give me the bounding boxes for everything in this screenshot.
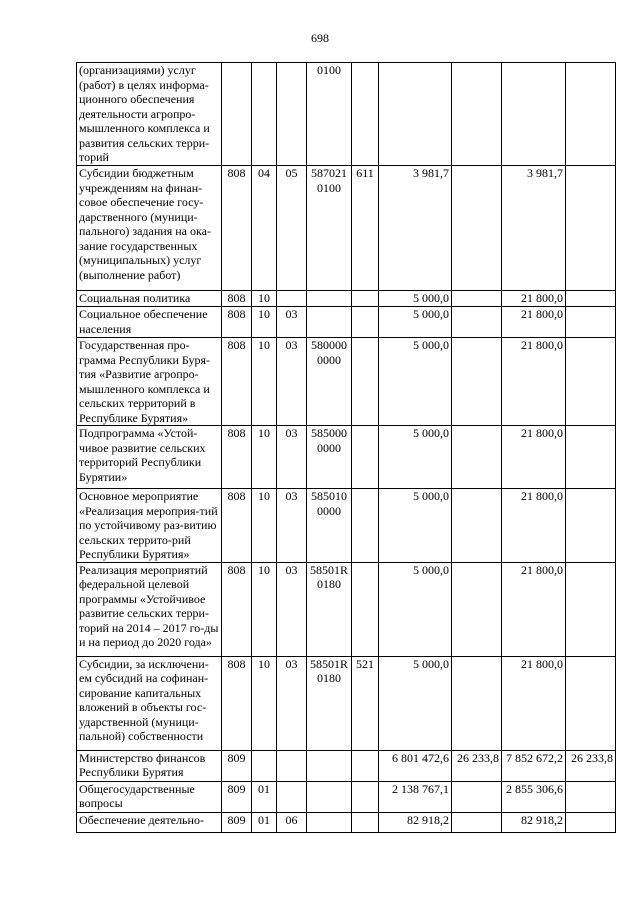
target-article-cell xyxy=(307,781,352,812)
amount-2-subvention-cell xyxy=(566,781,616,812)
amount-2-cell: 21 800,0 xyxy=(502,426,566,489)
table-row xyxy=(77,750,616,781)
amount-1-cell: 5 000,0 xyxy=(379,291,452,307)
table-row xyxy=(77,781,616,812)
target-article-cell: 585010 0000 xyxy=(307,489,352,563)
table-row xyxy=(77,426,616,489)
target-article-cell xyxy=(307,750,352,781)
target-article-cell xyxy=(307,812,352,832)
row-name-cell: Субсидии бюджетным учреждениям на финан-совое обеспечение госу-дарственного (муници-пального) задания на ока-зание государственных (муниципальных) услуг (выполнение работ) xyxy=(77,166,222,291)
amount-1-cell: 6 801 472,6 xyxy=(379,750,452,781)
amount-1-cell: 5 000,0 xyxy=(379,656,452,750)
expense-type-cell: 521 xyxy=(352,656,379,750)
amount-2-cell: 21 800,0 xyxy=(502,489,566,563)
subsection-code-cell: 03 xyxy=(277,426,307,489)
amount-2-cell: 21 800,0 xyxy=(502,562,566,656)
subsection-code-cell: 03 xyxy=(277,307,307,338)
amount-2-cell: 7 852 672,2 xyxy=(502,750,566,781)
department-code-cell: 809 xyxy=(222,750,252,781)
target-article-cell: 580000 0000 xyxy=(307,338,352,426)
amount-2-subvention-cell xyxy=(566,63,616,166)
row-name-cell: Общегосударственные вопросы xyxy=(77,781,222,812)
row-name-cell: Государственная про-грамма Республики Буря-тия «Развитие агропро-мышленного комплекса и сельских территорий в Республике Бурятия» xyxy=(77,338,222,426)
expense-type-cell xyxy=(352,426,379,489)
amount-2-subvention-cell xyxy=(566,166,616,291)
section-code-cell: 10 xyxy=(252,291,277,307)
section-code-cell: 04 xyxy=(252,166,277,291)
row-name-cell: Социальная политика xyxy=(77,291,222,307)
expense-type-cell xyxy=(352,63,379,166)
subsection-code-cell: 03 xyxy=(277,656,307,750)
budget-table xyxy=(76,62,616,833)
section-code-cell: 10 xyxy=(252,656,277,750)
target-article-cell: 587021 0100 xyxy=(307,166,352,291)
section-code-cell xyxy=(252,63,277,166)
amount-1-subvention-cell xyxy=(452,812,502,832)
amount-1-subvention-cell xyxy=(452,291,502,307)
amount-1-subvention-cell xyxy=(452,489,502,563)
department-code-cell: 809 xyxy=(222,781,252,812)
target-article-cell xyxy=(307,307,352,338)
amount-2-cell: 21 800,0 xyxy=(502,656,566,750)
department-code-cell: 808 xyxy=(222,426,252,489)
table-row xyxy=(77,338,616,426)
section-code-cell: 10 xyxy=(252,338,277,426)
section-code-cell: 01 xyxy=(252,812,277,832)
amount-1-subvention-cell xyxy=(452,781,502,812)
expense-type-cell xyxy=(352,812,379,832)
subsection-code-cell: 03 xyxy=(277,562,307,656)
row-name-cell: Обеспечение деятельно- xyxy=(77,812,222,832)
section-code-cell: 10 xyxy=(252,426,277,489)
page-number: 698 xyxy=(311,31,329,45)
expense-type-cell xyxy=(352,489,379,563)
amount-2-subvention-cell xyxy=(566,489,616,563)
section-code-cell: 10 xyxy=(252,307,277,338)
department-code-cell: 808 xyxy=(222,166,252,291)
amount-2-cell: 2 855 306,6 xyxy=(502,781,566,812)
amount-2-cell: 82 918,2 xyxy=(502,812,566,832)
amount-2-subvention-cell xyxy=(566,656,616,750)
table-row xyxy=(77,166,616,291)
expense-type-cell xyxy=(352,750,379,781)
department-code-cell: 809 xyxy=(222,812,252,832)
amount-1-subvention-cell xyxy=(452,166,502,291)
amount-2-cell: 3 981,7 xyxy=(502,166,566,291)
table-row xyxy=(77,63,616,166)
section-code-cell: 10 xyxy=(252,489,277,563)
row-name-cell: Реализация мероприятий федеральной целевой программы «Устойчивое развитие сельских терри-торий на 2014 – 2017 го-ды и на период до 2020 года» xyxy=(77,562,222,656)
amount-1-cell: 2 138 767,1 xyxy=(379,781,452,812)
section-code-cell xyxy=(252,750,277,781)
amount-1-subvention-cell xyxy=(452,656,502,750)
target-article-cell xyxy=(307,291,352,307)
amount-1-subvention-cell xyxy=(452,338,502,426)
row-name-cell: Субсидии, за исключени-ем субсидий на софинан-сирование капитальных вложений в объекты гос-ударственной (муници-пальной) собственности xyxy=(77,656,222,750)
expense-type-cell xyxy=(352,562,379,656)
amount-2-subvention-cell xyxy=(566,291,616,307)
amount-1-cell: 5 000,0 xyxy=(379,307,452,338)
department-code-cell: 808 xyxy=(222,489,252,563)
expense-type-cell xyxy=(352,291,379,307)
row-name-cell: Основное мероприятие «Реализация мероприя-тий по устойчивому раз-витию сельских террито-рий Республики Бурятия» xyxy=(77,489,222,563)
amount-2-subvention-cell: 26 233,8 xyxy=(566,750,616,781)
amount-2-subvention-cell xyxy=(566,426,616,489)
expense-type-cell xyxy=(352,338,379,426)
department-code-cell: 808 xyxy=(222,338,252,426)
department-code-cell: 808 xyxy=(222,656,252,750)
amount-1-cell: 5 000,0 xyxy=(379,338,452,426)
row-name-cell: Министерство финансов Республики Бурятия xyxy=(77,750,222,781)
subsection-code-cell xyxy=(277,750,307,781)
department-code-cell: 808 xyxy=(222,291,252,307)
table-row xyxy=(77,489,616,563)
expense-type-cell xyxy=(352,307,379,338)
amount-1-subvention-cell xyxy=(452,426,502,489)
row-name-cell: Подпрограмма «Устой-чивое развитие сельских территорий Республики Бурятии» xyxy=(77,426,222,489)
row-name-cell: Социальное обеспечение населения xyxy=(77,307,222,338)
amount-2-cell: 21 800,0 xyxy=(502,291,566,307)
subsection-code-cell xyxy=(277,291,307,307)
subsection-code-cell xyxy=(277,63,307,166)
amount-1-cell: 5 000,0 xyxy=(379,489,452,563)
amount-1-subvention-cell xyxy=(452,63,502,166)
amount-1-subvention-cell xyxy=(452,562,502,656)
amount-2-cell: 21 800,0 xyxy=(502,338,566,426)
target-article-cell: 58501R 0180 xyxy=(307,656,352,750)
section-code-cell: 10 xyxy=(252,562,277,656)
amount-2-cell xyxy=(502,63,566,166)
amount-1-subvention-cell xyxy=(452,307,502,338)
subsection-code-cell: 05 xyxy=(277,166,307,291)
subsection-code-cell: 03 xyxy=(277,338,307,426)
amount-1-cell xyxy=(379,63,452,166)
table-row xyxy=(77,291,616,307)
target-article-cell: 58501R 0180 xyxy=(307,562,352,656)
table-row xyxy=(77,656,616,750)
subsection-code-cell xyxy=(277,781,307,812)
amount-1-cell: 5 000,0 xyxy=(379,562,452,656)
subsection-code-cell: 03 xyxy=(277,489,307,563)
table-body xyxy=(77,63,616,833)
row-name-cell: (организациями) услуг (работ) в целях информа-ционного обеспечения деятельности агропро-мышленного комплекса и развития сельских терри-торий xyxy=(77,63,222,166)
amount-1-subvention-cell: 26 233,8 xyxy=(452,750,502,781)
department-code-cell xyxy=(222,63,252,166)
amount-2-subvention-cell xyxy=(566,307,616,338)
table-row xyxy=(77,812,616,832)
expense-type-cell: 611 xyxy=(352,166,379,291)
subsection-code-cell: 06 xyxy=(277,812,307,832)
target-article-cell: 585000 0000 xyxy=(307,426,352,489)
amount-1-cell: 3 981,7 xyxy=(379,166,452,291)
department-code-cell: 808 xyxy=(222,307,252,338)
department-code-cell: 808 xyxy=(222,562,252,656)
target-article-cell: 0100 xyxy=(307,63,352,166)
amount-2-subvention-cell xyxy=(566,338,616,426)
amount-2-subvention-cell xyxy=(566,812,616,832)
table-row xyxy=(77,562,616,656)
amount-1-cell: 5 000,0 xyxy=(379,426,452,489)
table-row xyxy=(77,307,616,338)
expense-type-cell xyxy=(352,781,379,812)
section-code-cell: 01 xyxy=(252,781,277,812)
amount-1-cell: 82 918,2 xyxy=(379,812,452,832)
amount-2-subvention-cell xyxy=(566,562,616,656)
amount-2-cell: 21 800,0 xyxy=(502,307,566,338)
